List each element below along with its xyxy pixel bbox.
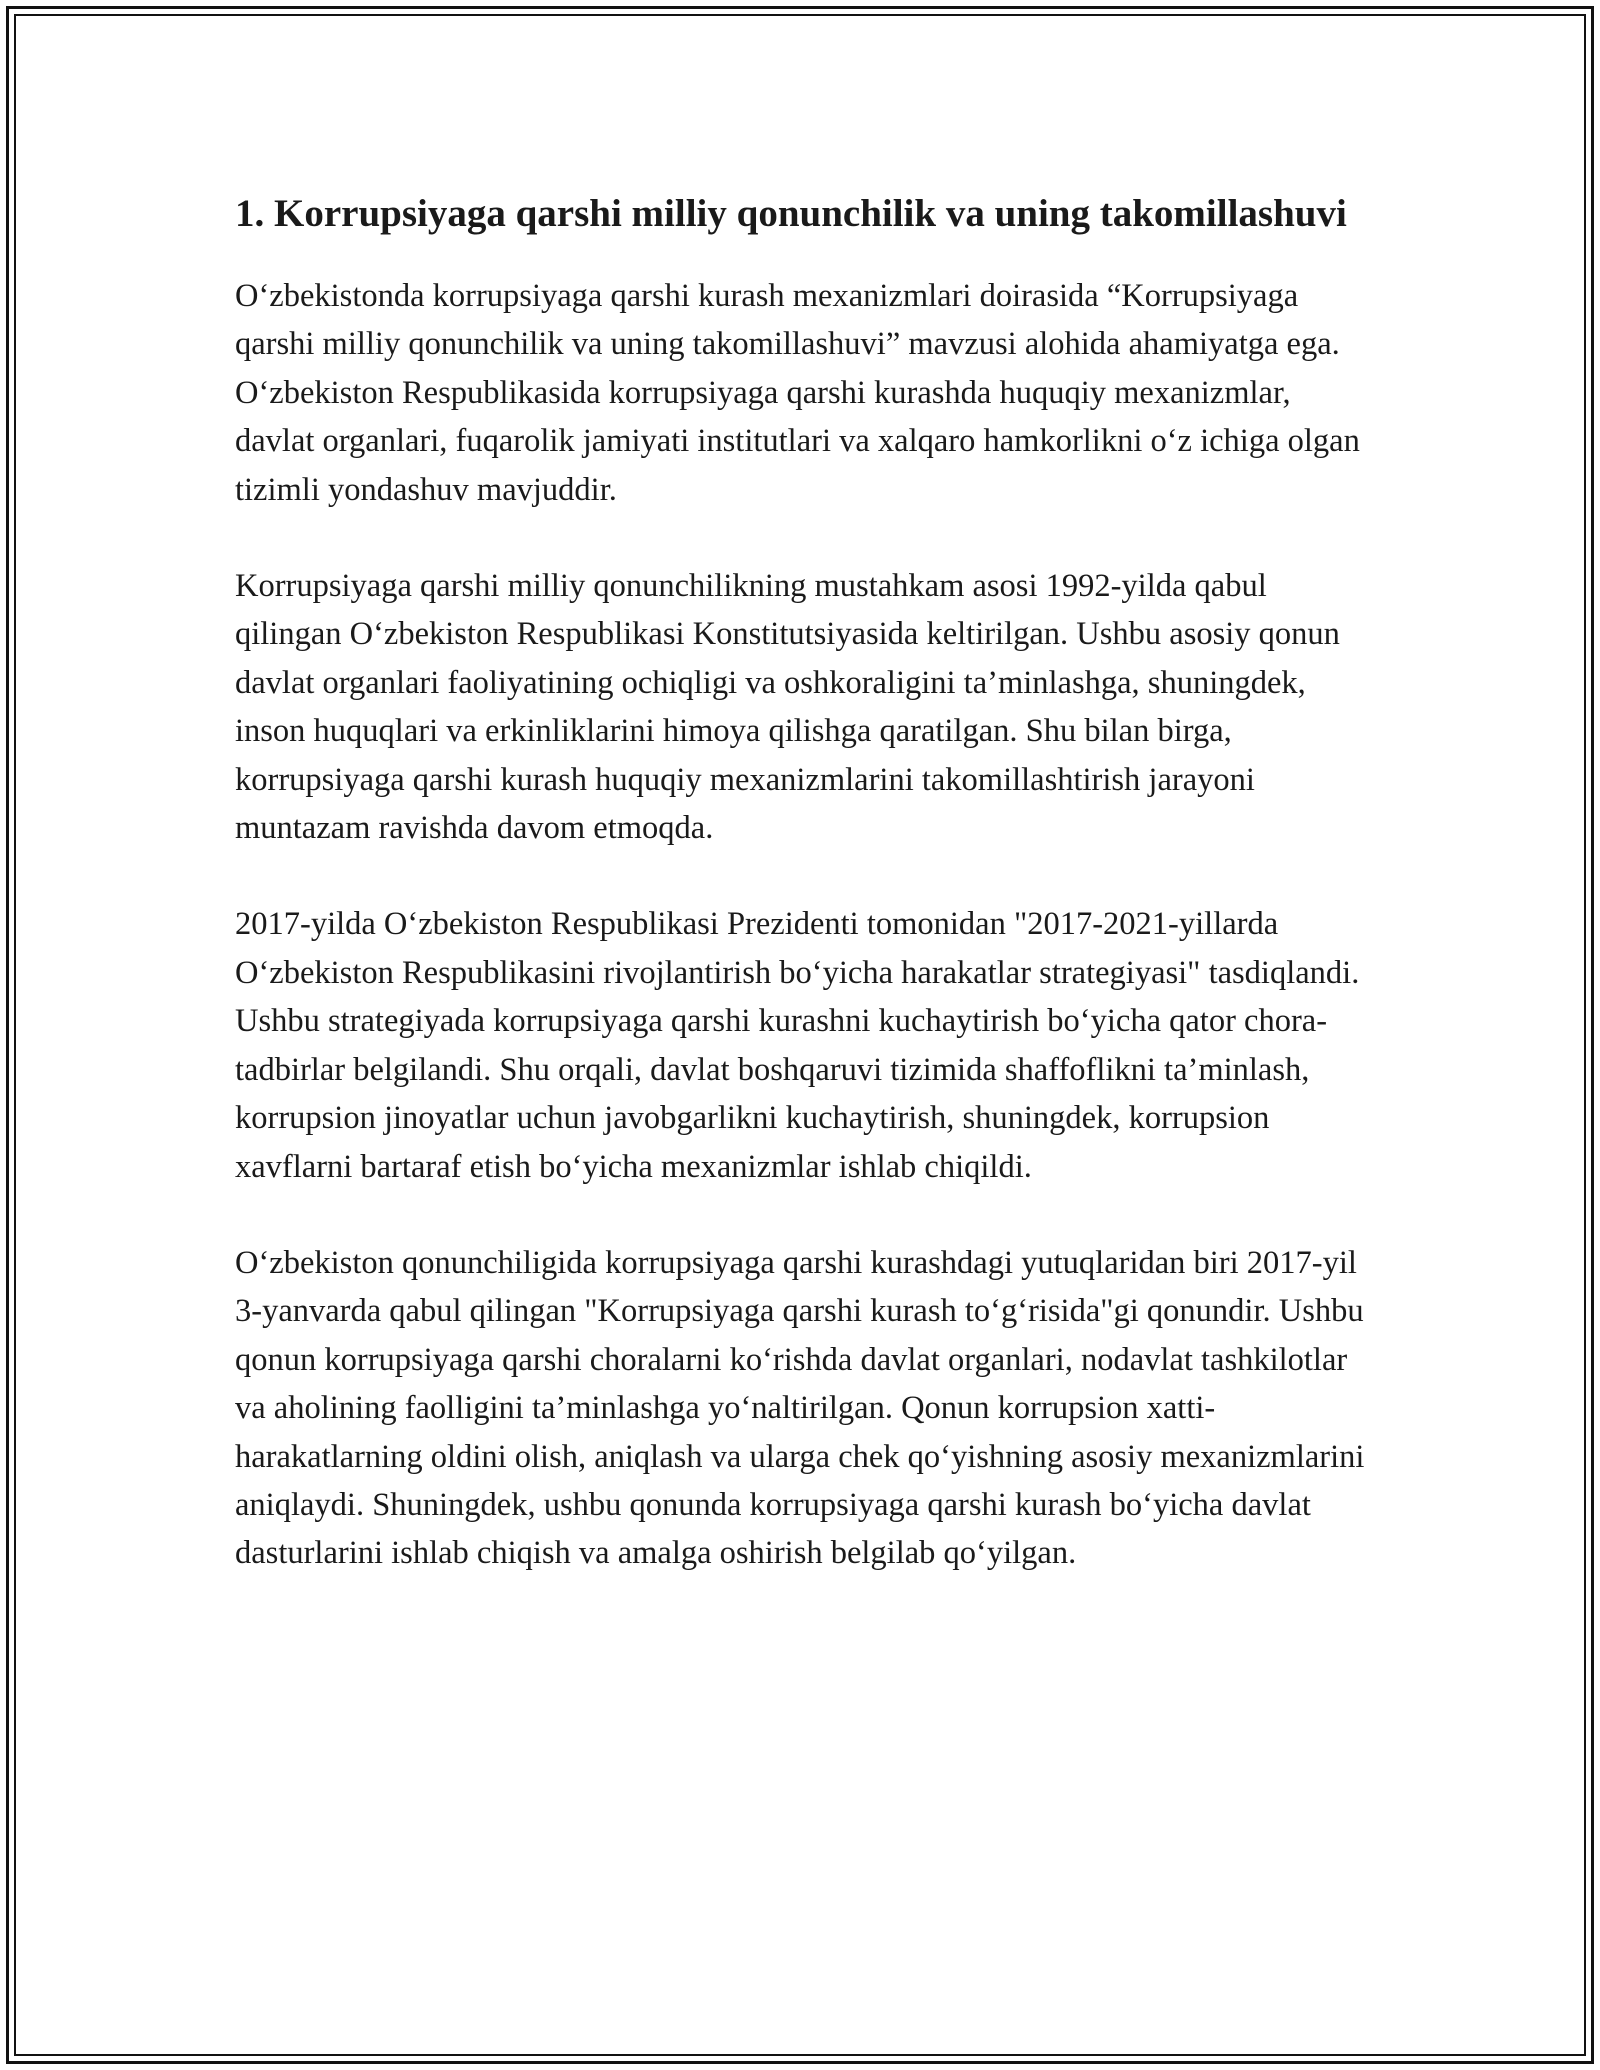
paragraph-2: Korrupsiyaga qarshi milliy qonunchilikning mustahkam asosi 1992-yilda qabul qilingan O‘zbekiston Respublikasi Konstitutsiyasida keltirilgan. Ushbu asosiy qonun davlat organlari faoliyatining ochiqligi va oshkoraligini ta’minlashga, shuningdek, inson huquqlari va erkinliklarini himoya qilishga qaratilgan. Shu bilan birga, korrupsiyaga qarshi kurash huquqiy mexanizmlarini takomillashtirish jarayoni muntazam ravishda davom etmoqda. [235,568,1340,847]
paragraph-1: O‘zbekistonda korrupsiyaga qarshi kurash mexanizmlari doirasida “Korrupsiyaga qarshi milliy qonunchilik va uning takomillashuvi” mavzusi alohida ahamiyatga ega. O‘zbekiston Respublikasida korrupsiyaga qarshi kurashda huquqiy mexanizmlar, davlat organlari, fuqarolik jamiyati institutlari va xalqaro hamkorlikni o‘z ichiga olgan tizimli yondashuv mavjuddir. [235,278,1360,508]
document-body [235,180,1370,1626]
section-heading: 1. Korrupsiyaga qarshi milliy qonunchilik va uning takomillashuvi [235,192,1347,235]
paragraph-4: O‘zbekiston qonunchiligida korrupsiyaga qarshi kurashdagi yutuqlaridan biri 2017-yil 3-yanvarda qabul qilingan "Korrupsiyaga qarshi kurash to‘g‘risida"gi qonundir. Ushbu qonun korrupsiyaga qarshi choralarni ko‘rishda davlat organlari, nodavlat tashkilotlar va aholining faolligini ta’minlashga yo‘naltirilgan. Qonun korrupsion xatti-harakatlarning oldini olish, aniqlash va ularga chek qo‘yishning asosiy mexanizmlarini aniqlaydi. Shuningdek, ushbu qonunda korrupsiyaga qarshi kurash bo‘yicha davlat dasturlarini ishlab chiqish va amalga oshirish belgilab qo‘yilgan. [235,1244,1365,1572]
paragraph-3: 2017-yilda O‘zbekiston Respublikasi Prezidenti tomonidan "2017-2021-yillarda O‘zbekiston Respublikasini rivojlantirish bo‘yicha harakatlar strategiyasi" tasdiqlandi. Ushbu strategiyada korrupsiyaga qarshi kurashni kuchaytirish bo‘yicha qator chora-tadbirlar belgilandi. Shu orqali, davlat boshqaruvi tizimida shaffoflikni ta’minlash, korrupsion jinoyatlar uchun javobgarlikni kuchaytirish, shuningdek, korrupsion xavflarni bartaraf etish bo‘yicha mexanizmlar ishlab chiqildi. [235,906,1360,1185]
